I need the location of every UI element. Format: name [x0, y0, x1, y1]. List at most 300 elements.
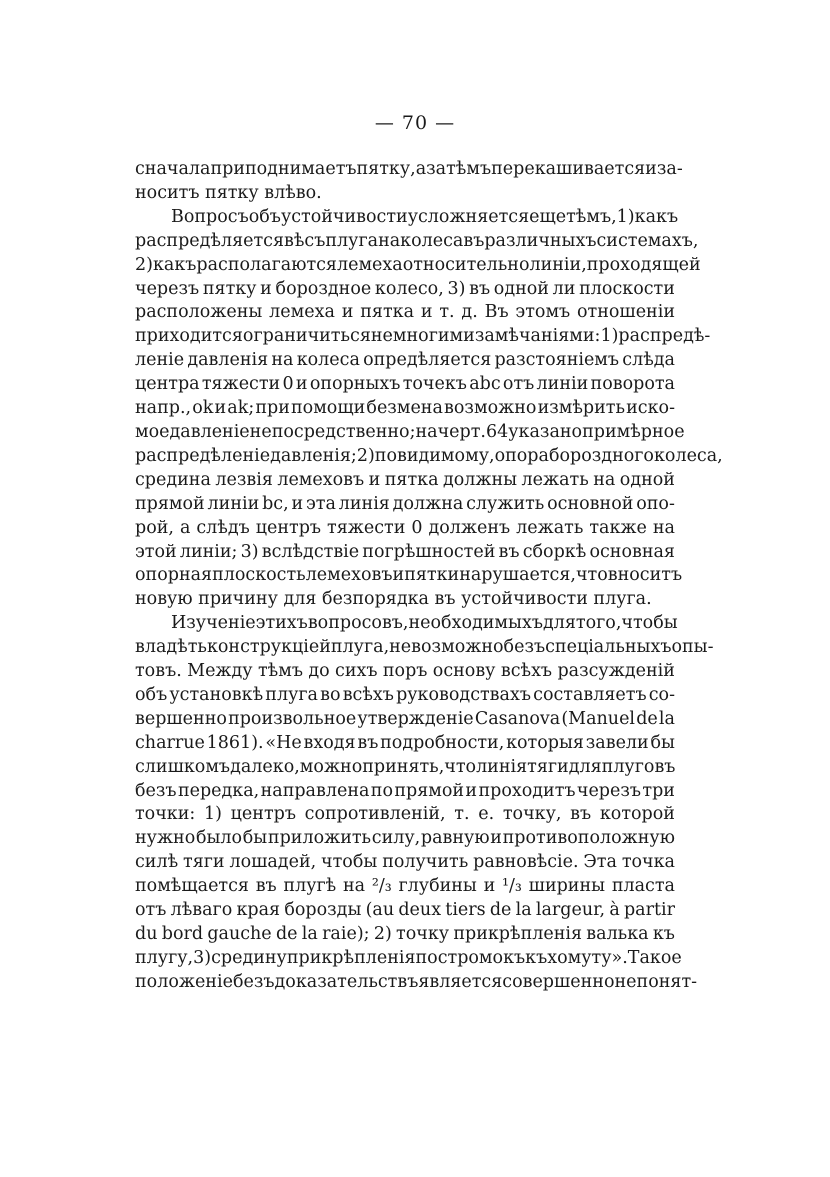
word: причину [198, 589, 284, 610]
word: товъ. [135, 661, 182, 682]
word: вѣсъ [284, 230, 326, 251]
word: распредѣляется [135, 230, 285, 251]
text-line [135, 612, 678, 636]
word: на [415, 421, 438, 442]
word: линія [476, 756, 528, 777]
word: 2) [373, 924, 392, 944]
word: всѣхъ [342, 684, 394, 705]
word: и [490, 828, 502, 849]
word: непосредственно; [249, 421, 416, 442]
word: Casanova [474, 708, 561, 729]
text-line [135, 971, 698, 995]
word: 2) [135, 254, 153, 275]
text-line [135, 923, 675, 947]
word: 0 [411, 517, 423, 538]
word: и [260, 278, 272, 299]
word: ²/₃ [371, 876, 392, 897]
word: поръ [382, 661, 428, 682]
word: со- [648, 684, 675, 705]
word: колесо, [374, 278, 444, 299]
text-line [135, 564, 683, 588]
word: которыя [506, 732, 584, 753]
word: опорныхъ [309, 374, 401, 395]
word: въ [434, 589, 462, 610]
word: получить [382, 852, 469, 873]
word: всѣхъ [500, 661, 553, 682]
text-line [135, 230, 699, 254]
word: устойчивости [280, 206, 408, 227]
word: на [593, 469, 616, 490]
word: слѣдъ [196, 517, 250, 538]
word: линія [338, 493, 390, 514]
word: и [214, 398, 227, 419]
word: тѣмъ [257, 661, 303, 682]
word: la [658, 708, 675, 729]
word: опо- [636, 493, 675, 514]
word: 1861). [206, 732, 264, 753]
word: при [255, 398, 290, 419]
text-line [135, 588, 675, 612]
word: что [444, 756, 477, 777]
word: плуга [325, 230, 379, 251]
word: и [291, 493, 304, 514]
word: бы [650, 732, 675, 753]
word: de [489, 900, 512, 921]
word: чтобы [321, 852, 378, 873]
word: къ [525, 947, 548, 968]
word: tiers [445, 900, 486, 921]
word: чтобы [621, 613, 678, 634]
word: основная [589, 541, 675, 562]
word: направлена [260, 780, 370, 801]
word: тѣмъ, [566, 206, 617, 227]
word: поворота [590, 374, 675, 395]
word: приложить [267, 828, 372, 849]
word: по [370, 780, 393, 801]
word: прикрѣпленія [286, 947, 416, 968]
word: основу [432, 661, 496, 682]
word: колеса [296, 350, 360, 371]
word: 3) [240, 541, 259, 562]
word: разсужденій [557, 661, 675, 682]
word: ограничиться [242, 326, 371, 347]
word: немногими [370, 326, 475, 347]
word: точка [621, 852, 675, 873]
word: бороздного [548, 445, 654, 466]
word: составляетъ [533, 684, 647, 705]
word: приходится [135, 326, 243, 347]
word: борозды [284, 900, 362, 921]
word: лежать [521, 469, 589, 490]
word: черезъ [576, 780, 642, 801]
word: плуга [265, 684, 318, 705]
text-line [135, 445, 723, 469]
word: далеко, [230, 756, 300, 777]
word: ak; [227, 398, 255, 419]
word: невозможно [389, 637, 504, 658]
word: плоскость [212, 565, 306, 586]
word: линіи; [179, 541, 238, 562]
word: также [589, 517, 647, 538]
word: charrue [135, 732, 205, 753]
word: отношеніи [577, 302, 675, 323]
word: вопросовъ, [307, 613, 409, 634]
word: новую [135, 589, 199, 610]
word: и [392, 565, 405, 586]
word: напр., [135, 398, 192, 419]
word: точку, [502, 804, 562, 825]
word: отъ [502, 374, 535, 395]
text-line [135, 421, 685, 445]
word: рой, [135, 517, 174, 538]
word: къ [652, 924, 675, 944]
word: въ [498, 541, 520, 562]
text-line [135, 827, 675, 851]
word: безъ [232, 971, 275, 992]
word: raie); [322, 924, 370, 944]
word: largeur, [535, 900, 606, 921]
word: тяжести [327, 517, 406, 538]
word: на [378, 230, 401, 251]
word: точки: [135, 804, 196, 825]
word: опора [494, 445, 549, 466]
word: передка, [177, 780, 260, 801]
word: пятку [205, 182, 265, 203]
word: подробности, [380, 732, 505, 753]
word: для [283, 589, 322, 610]
word: распредѣленіе [135, 445, 271, 466]
word: замѣчаніями: [474, 326, 601, 347]
word: точекъ [402, 374, 467, 395]
word: колеса [400, 230, 464, 251]
word: погрѣшностей [362, 541, 496, 562]
word: помощи [291, 398, 366, 419]
word: затѣмъ [426, 159, 492, 179]
word: основной [547, 493, 634, 514]
word: лежать [516, 517, 584, 538]
word: «Не [265, 732, 302, 753]
word: bc, [262, 493, 289, 514]
word: du [135, 924, 158, 944]
word: этихъ [255, 613, 308, 634]
word: разстояніемъ [494, 350, 620, 371]
word: лѣваго [170, 900, 233, 921]
word: должны [442, 469, 518, 490]
word: того, [575, 613, 622, 634]
word: центръ [255, 517, 322, 538]
word: располагаются [196, 254, 337, 275]
word: лемеховъ [305, 565, 393, 586]
word: вслѣдствіе [261, 541, 360, 562]
word: линіи [536, 374, 589, 395]
word: сначала [135, 159, 211, 179]
word: partir [623, 900, 675, 921]
word: нужно [135, 828, 196, 849]
word: опы- [671, 637, 714, 658]
word: т. [439, 302, 455, 323]
word: вноситъ [607, 565, 683, 586]
text-line [135, 158, 683, 182]
word: для [568, 756, 602, 777]
word: точку [396, 924, 450, 944]
word: и [645, 159, 657, 179]
word: конструкціей [206, 637, 331, 658]
word: указано [508, 421, 583, 442]
word: 0 [282, 374, 294, 395]
word: пятка [360, 302, 415, 323]
word: служить [466, 493, 545, 514]
word: одной [619, 469, 675, 490]
word: различныхъ [484, 230, 597, 251]
word: входя [303, 732, 356, 753]
word: плуга. [593, 589, 652, 610]
word: и [295, 374, 308, 395]
word: опредѣляется [363, 350, 492, 371]
word: д. [461, 302, 478, 323]
word: колеса, [653, 445, 723, 466]
word: и [420, 302, 433, 323]
word: повидимому, [374, 445, 495, 466]
word: 3) [193, 947, 212, 968]
word: принять, [362, 756, 445, 777]
word: въ [570, 804, 592, 825]
word: совершенно [502, 971, 615, 992]
word: тяжести [201, 374, 281, 395]
word: иско- [626, 398, 675, 419]
word: нарушается, [459, 565, 576, 586]
word: непонят- [614, 971, 698, 992]
word: сопротивленій, [304, 804, 446, 825]
word: ли [552, 278, 576, 299]
word: давленія [187, 350, 269, 371]
word: относительно [402, 254, 530, 275]
word: можно [299, 756, 363, 777]
word: произвольное [228, 708, 357, 729]
word: которой [599, 804, 675, 825]
text-line [135, 803, 675, 827]
page-number: — 70 — [374, 112, 456, 134]
word: и [483, 876, 496, 897]
word: края [236, 900, 281, 921]
word: спеціальныхъ [545, 637, 672, 658]
word: черт. [437, 421, 486, 442]
word: въ [469, 278, 491, 299]
word: сборкѣ [522, 541, 587, 562]
word: распредѣ- [618, 326, 711, 347]
word: на [271, 350, 294, 371]
word: во [320, 684, 341, 705]
word: вершенно [135, 708, 227, 729]
word: а [179, 517, 191, 538]
text-line [135, 325, 711, 349]
word: de [275, 924, 298, 944]
word: и [368, 469, 381, 490]
word: la [515, 900, 532, 921]
word: Въ [484, 302, 509, 323]
word: пласта [611, 876, 675, 897]
word: лемеха [336, 254, 403, 275]
word: объ [135, 684, 168, 705]
text-line [135, 875, 675, 899]
word: отъ [135, 900, 167, 921]
word: пятку [202, 278, 257, 299]
word: постромокъ [415, 947, 526, 968]
word: руководствахъ [396, 684, 531, 705]
word: на [342, 876, 366, 897]
word: эта [306, 493, 336, 514]
text-line [135, 254, 701, 278]
word: плугѣ [283, 876, 337, 897]
word: равную [420, 828, 490, 849]
word: хомуту». [547, 947, 628, 968]
word: 3) [447, 278, 466, 299]
text-line [135, 756, 675, 780]
text-line [135, 301, 675, 325]
word: силѣ [135, 852, 179, 873]
word: этомъ [515, 302, 571, 323]
word: силу, [371, 828, 421, 849]
word: системахъ, [596, 230, 699, 251]
text-line [135, 182, 675, 206]
word: безпорядка [321, 589, 435, 610]
word: помѣщается [135, 876, 249, 897]
word: за- [656, 159, 683, 179]
word: примѣрное [582, 421, 685, 442]
word: для [542, 613, 576, 634]
word: утвержденіе [357, 708, 474, 729]
word: приподнимаетъ [210, 159, 357, 179]
word: черезъ [135, 278, 200, 299]
word: безъ [503, 637, 546, 658]
word: (Manuel [561, 708, 636, 729]
text-line [135, 708, 675, 732]
word: плуговъ [601, 756, 676, 777]
word: носитъ [135, 182, 206, 203]
word: la [301, 924, 318, 944]
word: прямой [135, 493, 205, 514]
word: deux [398, 900, 442, 921]
word: было [195, 828, 243, 849]
word: лезвія [215, 469, 273, 490]
word: завели [585, 732, 649, 753]
word: ширины [528, 876, 606, 897]
text-line [135, 732, 675, 756]
word: является [418, 971, 503, 992]
word: 2) [356, 445, 375, 466]
word: проходитъ [478, 780, 576, 801]
word: и [465, 780, 478, 801]
text-line [135, 899, 675, 923]
word: этой [135, 541, 177, 562]
word: ok [192, 398, 214, 419]
text-line [135, 660, 675, 684]
word: bord [161, 924, 204, 944]
word: плоскости [579, 278, 675, 299]
word: слѣда [622, 350, 675, 371]
word: леніе [135, 350, 185, 371]
word: въ [255, 876, 277, 897]
text-line [135, 349, 675, 373]
text-line [135, 780, 675, 804]
word: прикрѣпленія [453, 924, 583, 944]
text-line [135, 851, 675, 875]
word: еще [529, 206, 567, 227]
word: возможно [444, 398, 537, 419]
word: опорная [135, 565, 213, 586]
word: средину [211, 947, 287, 968]
word: (au [365, 900, 395, 921]
word: въ [463, 230, 485, 251]
word: какъ [634, 206, 679, 227]
word: глубины [398, 876, 477, 897]
word: на [652, 517, 675, 538]
word: центра [135, 374, 200, 395]
word: линіи, [529, 254, 587, 275]
word: устойчивости [461, 589, 594, 610]
word: Между [187, 661, 253, 682]
word: противоположную [502, 828, 675, 849]
word: безъ [135, 780, 177, 801]
word: безмена [366, 398, 443, 419]
word: валька [586, 924, 649, 944]
word: тяги [183, 852, 225, 873]
word: Вопросъ [171, 206, 249, 227]
word: пятки [404, 565, 460, 586]
word: тяги [527, 756, 569, 777]
text-line [135, 206, 679, 230]
word: лемеховъ [277, 469, 365, 490]
word: положеніе [135, 971, 233, 992]
text-line [135, 397, 675, 421]
word: слишкомъ [135, 756, 231, 777]
text-line [135, 541, 675, 565]
word: 64 [485, 421, 509, 442]
body-text [135, 158, 723, 995]
word: доказательствъ [274, 971, 419, 992]
word: лемеха [269, 302, 335, 323]
text-line [135, 947, 682, 971]
word: объ [248, 206, 281, 227]
word: сихъ [335, 661, 378, 682]
word: т. [454, 804, 470, 825]
word: установкѣ [169, 684, 264, 705]
word: Изученіе [171, 613, 256, 634]
word: расположены [135, 302, 263, 323]
text-line [135, 493, 675, 517]
word: пятку, [356, 159, 416, 179]
text-line [135, 636, 714, 660]
word: проходящей [586, 254, 701, 275]
word: должна [392, 493, 464, 514]
word: средина [135, 469, 211, 490]
word: линіи [207, 493, 260, 514]
word: какъ [152, 254, 197, 275]
word: мое [135, 421, 170, 442]
word: 1) [204, 804, 222, 825]
word: владѣть [135, 637, 207, 658]
word: ¹/₃ [502, 876, 522, 897]
word: плуга, [330, 637, 390, 658]
word: прямой [394, 780, 465, 801]
word: перекашивается [491, 159, 646, 179]
word: de [636, 708, 658, 729]
text-line [135, 684, 675, 708]
word: е. [478, 804, 495, 825]
text-line [135, 517, 675, 541]
word: Такое [627, 947, 682, 968]
word: необходимыхъ [408, 613, 543, 634]
word: abc [469, 374, 501, 395]
